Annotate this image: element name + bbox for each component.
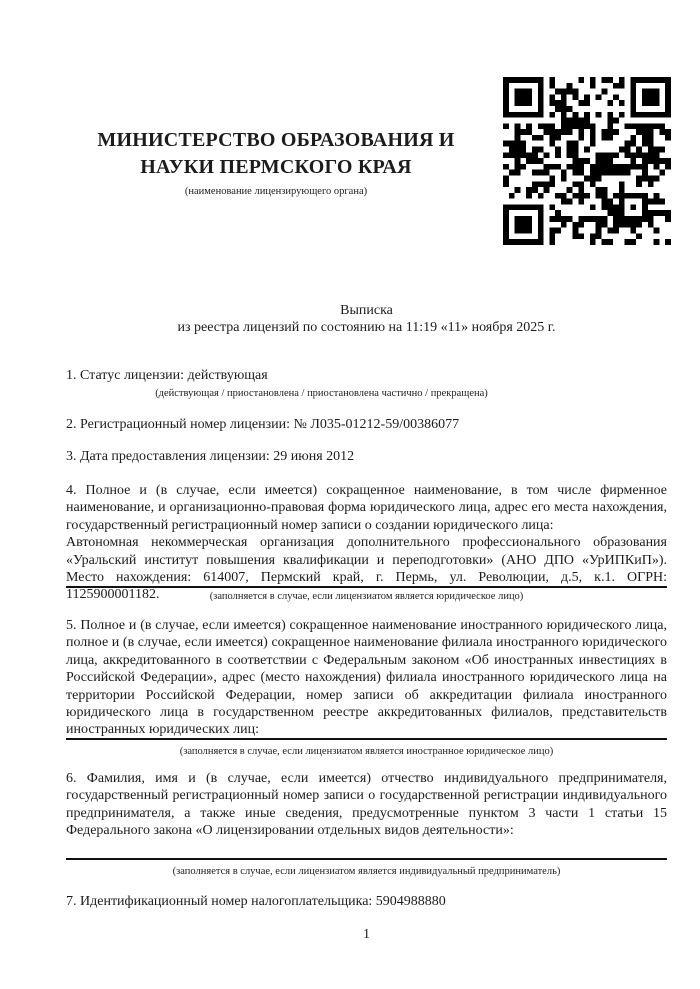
licensing-authority-header [66,127,486,198]
fill-line-entrepreneur [66,858,667,860]
extract-title: Выписка [340,303,393,318]
item-3-grant-date: 3. Дата предоставления лицензии: 29 июня 2012 [66,449,355,464]
item-4-heading: 4. Полное и (в случае, если имеется) сокращенное наименование, в том числе фирменное наименование, и организационно-правовая форма юридического лица, адрес его места нахождения, государственный регистрационный номер записи о создании юридического лица: [66,483,667,533]
item-1-caption: (действующая / приостановлена / приостановлена частично / прекращена) [155,388,488,399]
extract-heading [66,302,667,337]
item-5-caption: (заполняется в случае, если лицензиатом является иностранное юридическое лицо) [179,746,554,757]
ministry-subtitle: (наименование лицензирующего органа) [184,186,368,197]
ministry-title: МИНИСТЕРСТВО ОБРАЗОВАНИЯ И НАУКИ ПЕРМСКОГО КРАЯ [97,129,455,178]
item-7-taxpayer-number: 7. Идентификационный номер налогоплательщика: 5904988880 [66,894,446,909]
item-1-license-status: 1. Статус лицензии: действующая [66,368,268,383]
qr-code-icon [503,77,671,245]
item-6-caption: (заполняется в случае, если лицензиатом является индивидуальный предприниматель) [172,866,561,877]
extract-subtitle: из реестра лицензий по состоянию на 11:19 «11» ноября 2025 г. [177,320,556,336]
item-5-foreign-entity: 5. Полное и (в случае, если имеется) сокращенное наименование иностранного юридического лица, полное и (в случае, если имеется) сокращенное наименование филиала иностранного юридического лица, аккредитованного в соответствии с Федеральным законом «Об иностранных инвестициях в Российской Федерации», адрес (место нахождения) филиала иностранного юридического лица на территории Российской Федерации, номер записи об аккредитации филиала иностранного юридического лица в государственном реестре аккредитованных филиалов, представительств иностранных юридических лиц: [66,618,667,738]
fill-line-legal-entity [66,586,667,588]
page-number: 1 [363,927,370,942]
item-4-caption: (заполняется в случае, если лицензиатом является юридическое лицо) [209,591,524,602]
item-4-value: Автономная некоммерческая организация дополнительного профессионального образования «Уральский институт повышения квалификации и переподготовки» (АНО ДПО «УрИПКиП»). Место нахождения: 614007, Пермский край, г. Пермь, ул. Революции, д.5, к.1. ОГРН: 1125900001182. [66,535,667,603]
fill-line-foreign-entity [66,738,667,740]
item-6-individual-entrepreneur: 6. Фамилия, имя и (в случае, если имеется) отчество индивидуального предпринимателя, государственный регистрационный номер записи о государственной регистрации индивидуального предпринимателя, а также иные сведения, предусмотренные пунктом 3 части 1 статьи 15 Федерального закона «О лицензировании отдельных видов деятельности»: [66,771,667,839]
item-2-registration-number: 2. Регистрационный номер лицензии: № Л035-01212-59/00386077 [66,417,460,432]
